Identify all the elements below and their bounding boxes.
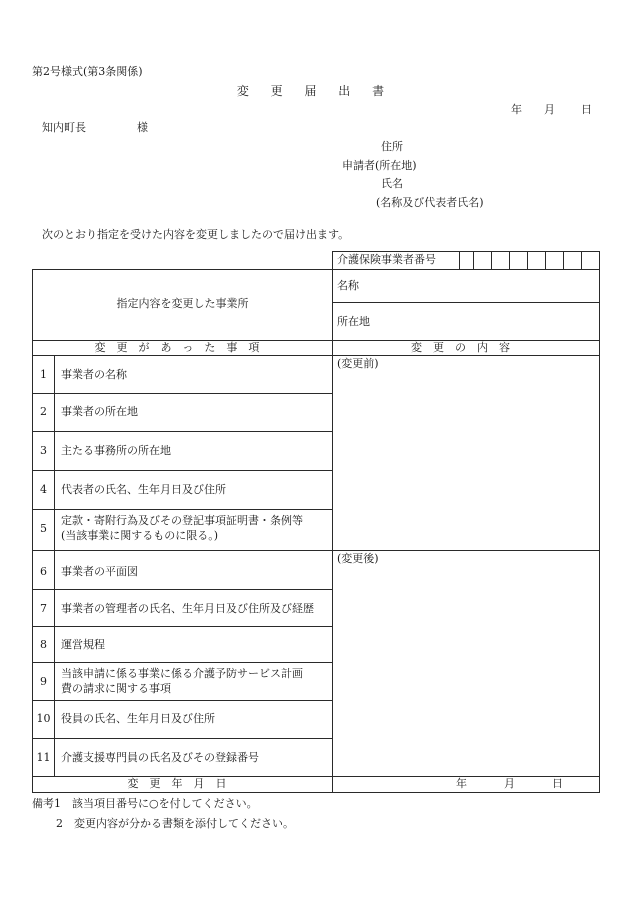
item-number: 1	[40, 368, 47, 381]
intro-text: 次のとおり指定を受けた内容を変更しましたので届け出ます。	[42, 228, 350, 241]
item-text: 定款・寄附行為及びその登記事項証明書・条例等	[61, 514, 303, 527]
table-border	[32, 662, 332, 663]
table-border	[32, 589, 332, 590]
after-change-label: (変更後)	[337, 552, 379, 565]
item-text: 事業者の名称	[61, 368, 127, 381]
document-title: 変 更 届 出 書	[236, 84, 394, 98]
remark-1: 備考1 該当項目番号に○を付してください。	[32, 797, 258, 810]
insurance-number-label: 介護保険事業者番号	[337, 253, 436, 266]
before-change-label: (変更前)	[337, 357, 379, 370]
table-border	[32, 550, 600, 551]
corp-name-note: (名称及び代表者氏名)	[376, 196, 484, 209]
table-border	[32, 355, 600, 356]
column-header-items: 変更があった事項	[94, 341, 271, 354]
item-number: 9	[40, 675, 47, 688]
digit-box-divider	[581, 251, 582, 270]
table-border	[32, 626, 332, 627]
date-month-label: 月	[544, 103, 555, 116]
change-date-month: 月	[504, 777, 515, 790]
table-border	[32, 470, 332, 471]
table-border	[599, 251, 600, 793]
table-border	[32, 792, 600, 793]
item-number: 7	[40, 602, 47, 615]
table-border	[332, 302, 600, 303]
date-day-label: 日	[581, 103, 592, 116]
item-text: 事業者の管理者の氏名、生年月日及び住所及び経歴	[61, 602, 314, 615]
office-address-label: 所在地	[337, 315, 370, 328]
item-number: 10	[36, 712, 51, 725]
change-date-day: 日	[552, 777, 563, 790]
item-text: 主たる事務所の所在地	[61, 444, 171, 457]
table-border	[332, 251, 333, 270]
table-border	[332, 251, 600, 252]
digit-box-divider	[491, 251, 492, 270]
addressee: 知内町長	[42, 121, 86, 134]
applicant-label: 申請者(所在地)	[342, 159, 417, 172]
item-number: 3	[40, 444, 47, 457]
item-text: 事業者の平面図	[61, 565, 138, 578]
table-border	[32, 431, 332, 432]
digit-box-divider	[473, 251, 474, 270]
column-header-content: 変更の内容	[411, 341, 521, 354]
addressee-honorific: 様	[137, 121, 148, 134]
change-date-year: 年	[456, 777, 467, 790]
item-text: 費の請求に関する事項	[61, 682, 171, 695]
item-number: 5	[40, 522, 47, 535]
applicant-name-label: 氏名	[381, 177, 403, 190]
item-text: 代表者の氏名、生年月日及び住所	[61, 483, 226, 496]
table-border	[54, 355, 55, 776]
item-text: (当該事業に関するものに限る。)	[61, 529, 219, 542]
digit-box-divider	[459, 251, 460, 270]
table-border	[32, 738, 332, 739]
date-year-label: 年	[511, 103, 522, 116]
item-text: 介護支援専門員の氏名及びその登録番号	[61, 751, 259, 764]
item-text: 当該申請に係る事業に係る介護予防サービス計画	[61, 667, 303, 680]
office-label: 指定内容を変更した事業所	[116, 297, 249, 310]
table-border	[32, 393, 332, 394]
table-border	[32, 700, 332, 701]
item-text: 事業者の所在地	[61, 405, 138, 418]
digit-box-divider	[527, 251, 528, 270]
item-number: 8	[40, 638, 47, 651]
digit-box-divider	[563, 251, 564, 270]
item-number: 11	[36, 751, 51, 764]
remark-2: 2 変更内容が分かる書類を添付してください。	[56, 817, 294, 830]
digit-box-divider	[509, 251, 510, 270]
item-number: 4	[40, 483, 47, 496]
change-date-label: 変更年月日	[127, 777, 238, 790]
item-text: 役員の氏名、生年月日及び住所	[61, 712, 215, 725]
applicant-address-label: 住所	[381, 140, 403, 153]
table-border	[32, 269, 600, 270]
office-name-label: 名称	[337, 279, 359, 292]
item-text: 運営規程	[61, 638, 105, 651]
table-border	[32, 509, 332, 510]
item-number: 6	[40, 565, 47, 578]
item-number: 2	[40, 405, 47, 418]
form-number-label: 第2号様式(第3条関係)	[32, 65, 143, 78]
digit-box-divider	[545, 251, 546, 270]
